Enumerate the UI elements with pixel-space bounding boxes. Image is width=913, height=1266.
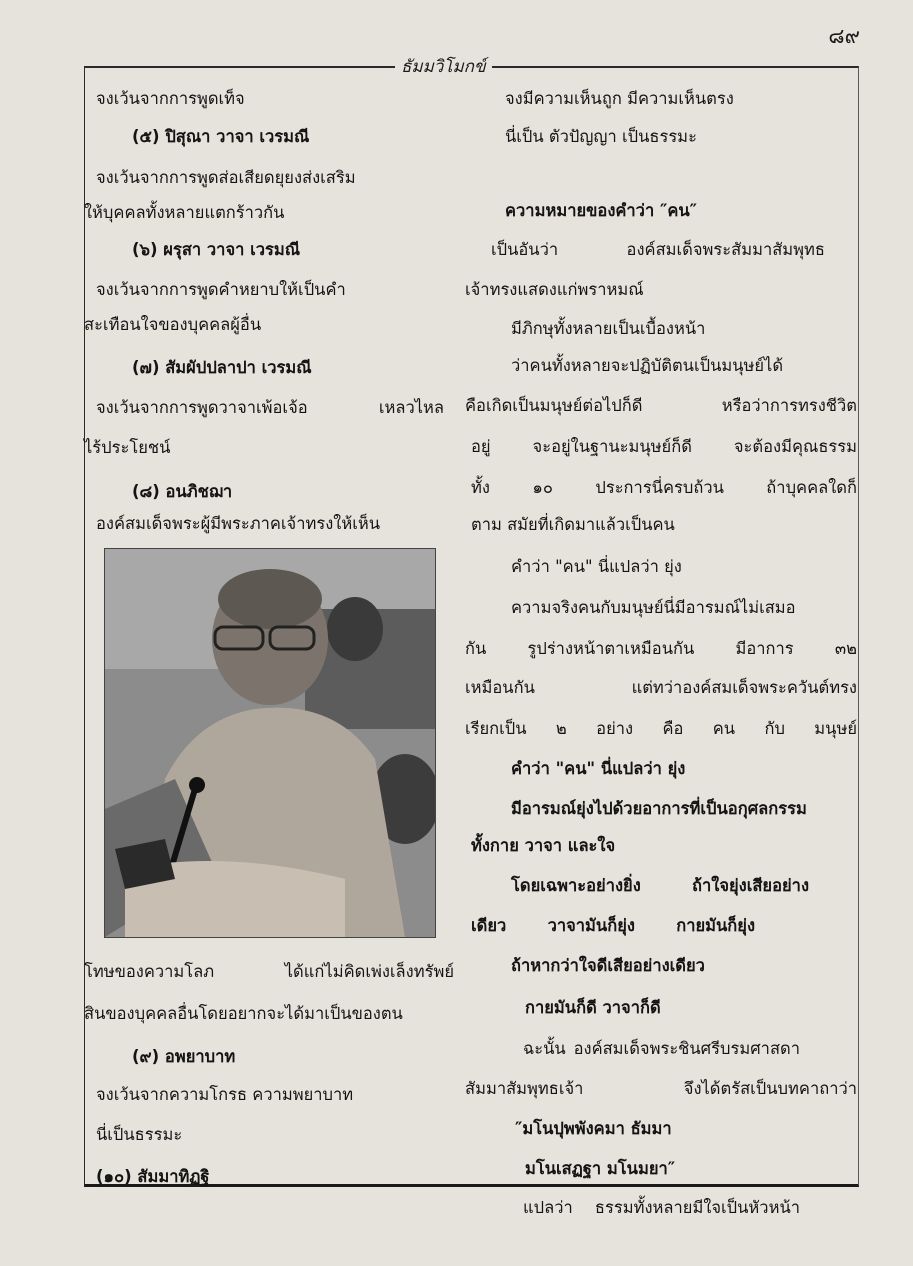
left-text-line: (๗) สัมผัปปลาปา เวรมณี <box>132 358 312 377</box>
left-text-line: สะเทือนใจของบุคคลผู้อื่น <box>84 315 262 334</box>
right-text-line: ″มโนปุพพังคมา ธัมมา <box>515 1119 672 1138</box>
right-text-line: สัมมาสัมพุทธเจ้า จึงได้ตรัสเป็นบทคาถาว่า <box>465 1079 857 1098</box>
left-text-line: (๙) อพยาบาท <box>132 1047 236 1066</box>
left-text-line: ให้บุคคลทั้งหลายแตกร้าวกัน <box>84 203 285 222</box>
right-text-line: ทั้ง ๑๐ ประการนี่ครบถ้วน ถ้าบุคคลใดก็ <box>471 478 857 497</box>
right-text-line: ทั้งกาย วาจา และใจ <box>471 836 616 855</box>
left-text-line: (๑๐) สัมมาทิฏฐิ <box>96 1167 210 1186</box>
right-text-line: กัน รูปร่างหน้าตาเหมือนกัน มีอาการ ๓๒ <box>465 639 857 658</box>
left-text-line: (๖) ผรุสา วาจา เวรมณี <box>132 240 301 259</box>
right-text-line: เดียว วาจามันก็ยุ่ง กายมันก็ยุ่ง <box>471 916 755 935</box>
right-text-line: มโนเสฏฐา มโนมยา″ <box>525 1159 676 1178</box>
right-text-line: จงมีความเห็นถูก มีความเห็นตรง <box>505 89 734 108</box>
left-text-line: สินของบุคคลอื่นโดยอยากจะได้มาเป็นของตน <box>84 1004 403 1023</box>
right-text-line: คำว่า "คน" นี่แปลว่า ยุ่ง <box>511 759 686 778</box>
left-text-line: (๕) ปิสุณา วาจา เวรมณี <box>132 127 310 146</box>
right-text-line: คือเกิดเป็นมนุษย์ต่อไปก็ดี หรือว่าการทรงชีวิต <box>465 396 857 415</box>
right-text-line: เป็นอันว่า องค์สมเด็จพระสัมมาสัมพุทธ <box>491 240 825 259</box>
page-number: ๘๙ <box>828 24 860 48</box>
right-text-line: นี่เป็น ตัวปัญญา เป็นธรรมะ <box>505 127 697 146</box>
monk-photo <box>104 548 436 938</box>
right-text-line: ถ้าหากว่าใจดีเสียอย่างเดียว <box>511 956 705 975</box>
right-text-line: แปลว่า ธรรมทั้งหลายมีใจเป็นหัวหน้า <box>523 1198 800 1217</box>
left-text-line: จงเว้นจากการพูดเท็จ <box>96 89 245 108</box>
left-text-line: นี่เป็นธรรมะ <box>96 1125 183 1144</box>
right-text-line: ตาม สมัยที่เกิดมาแล้วเป็นคน <box>471 515 675 534</box>
running-header: ธัมมวิโมกข์ <box>395 53 492 80</box>
right-text-line: มีภิกษุทั้งหลายเป็นเบื้องหน้า <box>511 319 706 338</box>
left-text-line: จงเว้นจากการพูดคำหยาบให้เป็นคำ <box>96 280 346 299</box>
left-text-line: จงเว้นจากการพูดส่อเสียดยุยงส่งเสริม <box>96 168 356 187</box>
left-text-line: (๘) อนภิชฌา <box>132 482 233 501</box>
left-text-line: จงเว้นจากความโกรธ ความพยาบาท <box>96 1085 354 1104</box>
left-text-line: โทษของความโลภ ได้แก่ไม่คิดเพ่งเล็งทรัพย์ <box>84 962 454 981</box>
right-text-line: เหมือนกัน แต่ทว่าองค์สมเด็จพระควันต์ทรง <box>465 678 857 697</box>
right-text-line: โดยเฉพาะอย่างยิ่ง ถ้าใจยุ่งเสียอย่าง <box>511 876 809 895</box>
right-text-line: ความหมายของคำว่า ″คน″ <box>505 201 698 220</box>
left-text-line: ไร้ประโยชน์ <box>84 438 171 457</box>
right-text-line: ฉะนั้น องค์สมเด็จพระชินศรีบรมศาสดา <box>523 1039 800 1058</box>
left-text-line: จงเว้นจากการพูดวาจาเพ้อเจ้อ เหลวไหล <box>96 398 444 417</box>
right-text-line: คำว่า "คน" นี่แปลว่า ยุ่ง <box>511 557 682 576</box>
right-text-line: ความจริงคนกับมนุษย์นี่มีอารมณ์ไม่เสมอ <box>511 598 796 617</box>
right-text-line: เจ้าทรงแสดงแก่พราหมณ์ <box>465 280 644 299</box>
right-text-line: เรียกเป็น ๒ อย่าง คือ คน กับ มนุษย์ <box>465 719 857 738</box>
left-text-line: องค์สมเด็จพระผู้มีพระภาคเจ้าทรงให้เห็น <box>96 514 380 533</box>
right-text-line: อยู่ จะอยู่ในฐานะมนุษย์ก็ดี จะต้องมีคุณธรรม <box>471 437 857 456</box>
right-text-line: กายมันก็ดี วาจาก็ดี <box>525 998 661 1017</box>
right-text-line: ว่าคนทั้งหลายจะปฏิบัติตนเป็นมนุษย์ได้ <box>511 356 784 375</box>
right-text-line: มีอารมณ์ยุ่งไปด้วยอาการที่เป็นอกุศลกรรม <box>511 799 807 818</box>
